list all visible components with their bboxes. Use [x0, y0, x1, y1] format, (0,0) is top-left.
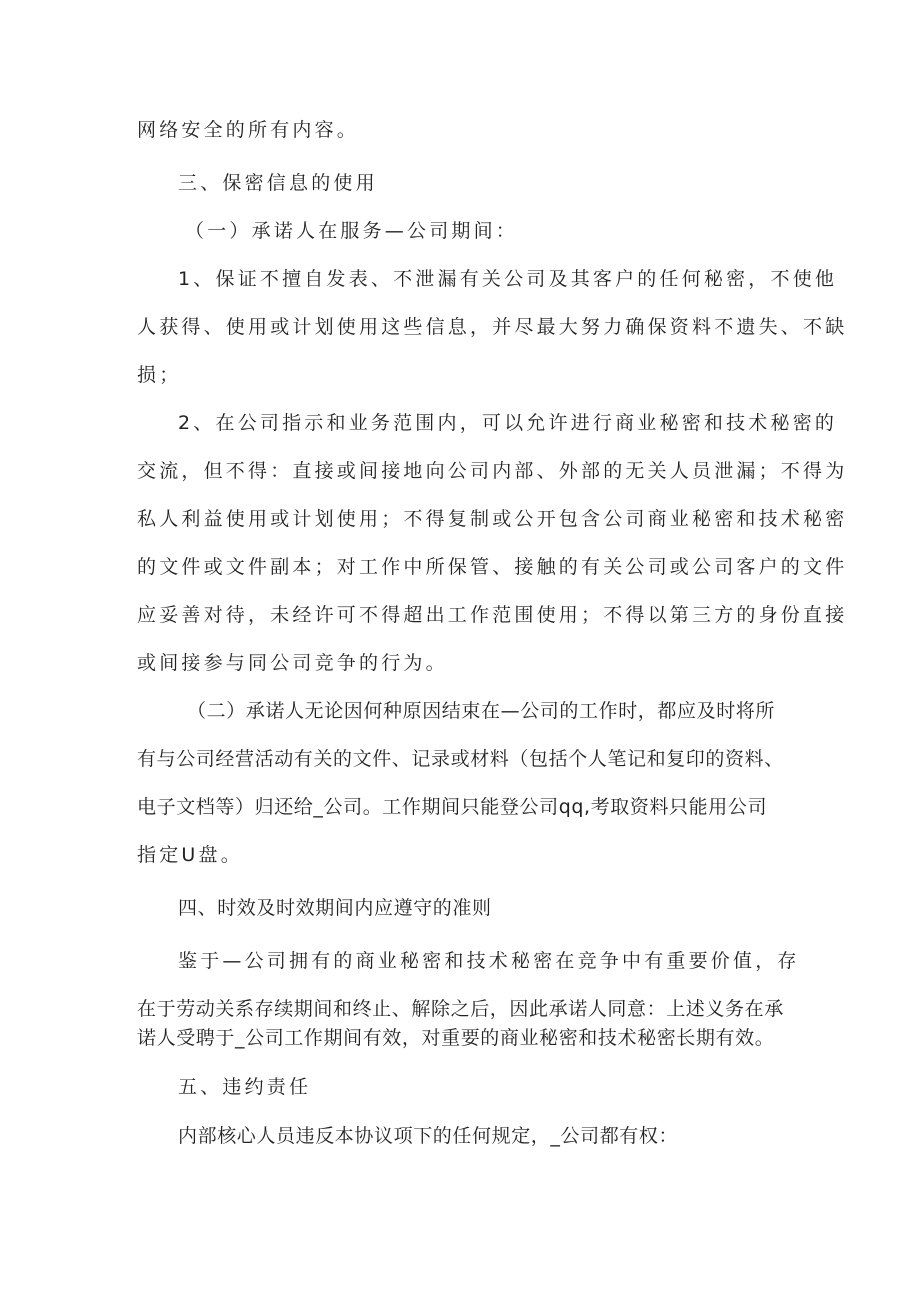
- text-line: 在于劳动关系存续期间和终止、解除之后，因此承诺人同意：上述义务在承: [137, 998, 784, 1020]
- text-line: 电子文档等）归还给_公司。工作期间只能登公司qq,考取资料只能用公司: [137, 796, 768, 818]
- text-line: 损；: [137, 364, 182, 386]
- section-heading: 五、违约责任: [178, 1076, 312, 1098]
- section-heading: 三、保密信息的使用: [178, 172, 378, 194]
- text-line: 诺人受聘于_公司工作期间有效，对重要的商业秘密和技术秘密长期有效。: [137, 1027, 775, 1049]
- text-line: 有与公司经营活动有关的文件、记录或材料（包括个人笔记和复印的资料、: [137, 748, 784, 770]
- text-line: 应妥善对待，未经许可不得超出工作范围使用；不得以第三方的身份直接: [137, 604, 848, 626]
- text-line: 交流，但不得：直接或间接地向公司内部、外部的无关人员泄漏；不得为: [137, 460, 848, 482]
- text-line: 指定U盘。: [137, 844, 243, 866]
- section-heading: 四、时效及时效期间内应遵守的准则: [178, 897, 492, 919]
- text-line: 人获得、使用或计划使用这些信息，并尽最大努力确保资料不遗失、不缺: [137, 316, 848, 338]
- text-line: 鉴于—公司拥有的商业秘密和技术秘密在竞争中有重要价值，存: [178, 950, 800, 972]
- subsection-heading: （二）承诺人无论因何种原因结束在—公司的工作时，都应及时将所: [187, 700, 776, 722]
- text-line: 2、在公司指示和业务范围内，可以允许进行商业秘密和技术秘密的: [178, 412, 838, 434]
- text-line: 1、保证不擅自发表、不泄漏有关公司及其客户的任何秘密，不使他: [178, 268, 838, 290]
- subsection-heading: （一）承诺人在服务—公司期间：: [185, 220, 519, 242]
- text-line: 的文件或文件副本；对工作中所保管、接触的有关公司或公司客户的文件: [137, 556, 848, 578]
- text-line: 或间接参与同公司竞争的行为。: [137, 652, 448, 674]
- text-line: 网络安全的所有内容。: [137, 119, 360, 141]
- text-line: 内部核心人员违反本协议项下的任何规定，_公司都有权：: [178, 1125, 679, 1147]
- text-line: 私人利益使用或计划使用；不得复制或公开包含公司商业秘密和技术秘密: [137, 508, 848, 530]
